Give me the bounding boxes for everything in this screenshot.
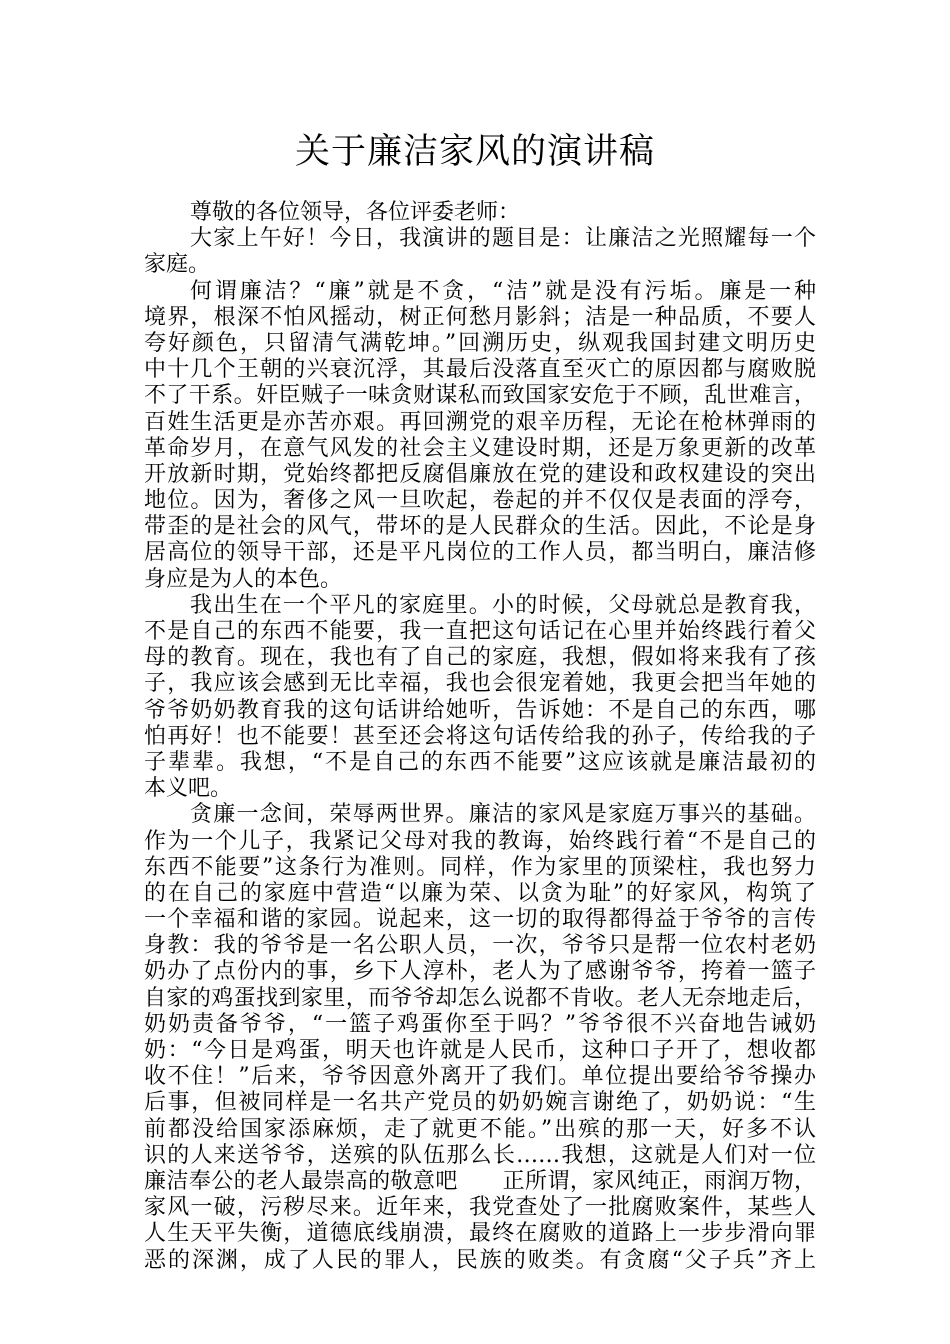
body-text-line: 的在自己的家庭中营造“以廉为荣、以贪为耻”的好家风，构筑了 [144, 880, 816, 906]
body-text-line: 奶办了点份内的事，乡下人淳朴，老人为了感谢爷爷，挎着一篮子 [144, 959, 816, 985]
body-text-line: 家庭。 [144, 252, 211, 278]
body-text-line: 大家上午好！今日，我演讲的题目是：让廉洁之光照耀每一个 [190, 226, 816, 252]
body-text-line: 东西不能要”这条行为准则。同样，作为家里的顶梁柱，我也努力 [144, 854, 816, 880]
document-body [144, 200, 816, 1274]
body-text-line: 恶的深渊，成了人民的罪人，民族的败类。有贪腐“父子兵”齐上 [144, 1247, 816, 1273]
body-text-line: 廉洁奉公的老人最崇高的敬意吧 正所谓，家风纯正，雨润万物， [144, 1168, 816, 1194]
body-text-line: 开放新时期，党始终都把反腐倡廉放在党的建设和政权建设的突出 [144, 461, 816, 487]
body-text-line: 收不住！”后来，爷爷因意外离开了我们。单位提出要给爷爷操办 [144, 1064, 816, 1090]
body-text-line: 何谓廉洁？“廉”就是不贪，“洁”就是没有污垢。廉是一种 [190, 278, 816, 304]
body-text-line: 居高位的领导干部，还是平凡岗位的工作人员，都当明白，廉洁修 [144, 540, 816, 566]
body-text-line: 作为一个儿子，我紧记父母对我的教诲，始终践行着“不是自己的 [144, 828, 816, 854]
body-text-line: 自家的鸡蛋找到家里，而爷爷却怎么说都不肯收。老人无奈地走后， [144, 985, 816, 1011]
body-text-line: 身应是为人的本色。 [144, 566, 343, 592]
body-text-line: 人生天平失衡，道德底线崩溃，最终在腐败的道路上一步步滑向罪 [144, 1221, 816, 1247]
body-text-line: 识的人来送爷爷，送殡的队伍那么长……我想，这就是人们对一位 [144, 1142, 816, 1168]
body-text-line: 一个幸福和谐的家园。说起来，这一切的取得都得益于爷爷的言传 [144, 907, 816, 933]
body-text-line: 奶：“今日是鸡蛋，明天也许就是人民币，这种口子开了，想收都 [144, 1038, 816, 1063]
body-text-line: 百姓生活更是亦苦亦艰。再回溯党的艰辛历程，无论在枪林弹雨的 [144, 409, 816, 435]
document-title: 关于廉洁家风的演讲稿 [294, 132, 655, 172]
body-text-line: 不了干系。奸臣贼子一味贪财谋私而致国家安危于不顾，乱世难言， [144, 383, 816, 409]
body-text-line: 不是自己的东西不能要，我一直把这句话记在心里并始终践行着父 [144, 619, 816, 644]
body-text-line: 身教：我的爷爷是一名公职人员，一次，爷爷只是帮一位农村老奶 [144, 933, 816, 959]
body-text-line: 奶奶责备爷爷，“一篮子鸡蛋你至于吗？”爷爷很不兴奋地告诫奶 [144, 1011, 816, 1037]
body-text-line: 母的教育。现在，我也有了自己的家庭，我想，假如将来我有了孩 [144, 645, 816, 671]
body-text-line: 夸好颜色，只留清气满乾坤。”回溯历史，纵观我国封建文明历史 [144, 330, 816, 356]
body-text-line: 地位。因为，奢侈之风一旦吹起，卷起的并不仅仅是表面的浮夸， [144, 488, 816, 514]
body-text-line: 子，我应该会感到无比幸福，我也会很宠着她，我更会把当年她的 [144, 671, 816, 697]
body-text-line: 中十几个王朝的兴衰沉浮，其最后没落直至灭亡的原因都与腐败脱 [144, 357, 816, 383]
body-text-line: 子辈辈。我想，“不是自己的东西不能要”这应该就是廉洁最初的 [144, 749, 816, 775]
body-text-line: 后事，但被同样是一名共产党员的奶奶婉言谢绝了，奶奶说：“生 [144, 1090, 816, 1116]
body-text-line: 境界，根深不怕风摇动，树正何愁月影斜；洁是一种品质，不要人 [144, 304, 816, 330]
body-text-line: 革命岁月，在意气风发的社会主义建设时期，还是万象更新的改革 [144, 435, 816, 461]
body-text-line: 爷爷奶奶教育我的这句话讲给她听，告诉她：不是自己的东西，哪 [144, 697, 816, 723]
body-text-line: 带歪的是社会的风气，带坏的是人民群众的生活。因此，不论是身 [144, 514, 816, 540]
body-text-line: 怕再好！也不能要！甚至还会将这句话传给我的孙子，传给我的子 [144, 723, 816, 749]
body-text-line: 贪廉一念间，荣辱两世界。廉洁的家风是家庭万事兴的基础。 [190, 802, 816, 828]
body-text-line: 我出生在一个平凡的家庭里。小的时候，父母就总是教育我， [190, 592, 816, 618]
body-text-line: 本义吧。 [144, 776, 233, 802]
body-text-line: 前都没给国家添麻烦，走了就更不能。”出殡的那一天，好多不认 [144, 1116, 816, 1142]
body-text-line: 尊敬的各位领导，各位评委老师： [190, 200, 521, 225]
body-text-line: 家风一破，污秽尽来。近年来，我党查处了一批腐败案件，某些人 [144, 1195, 816, 1221]
